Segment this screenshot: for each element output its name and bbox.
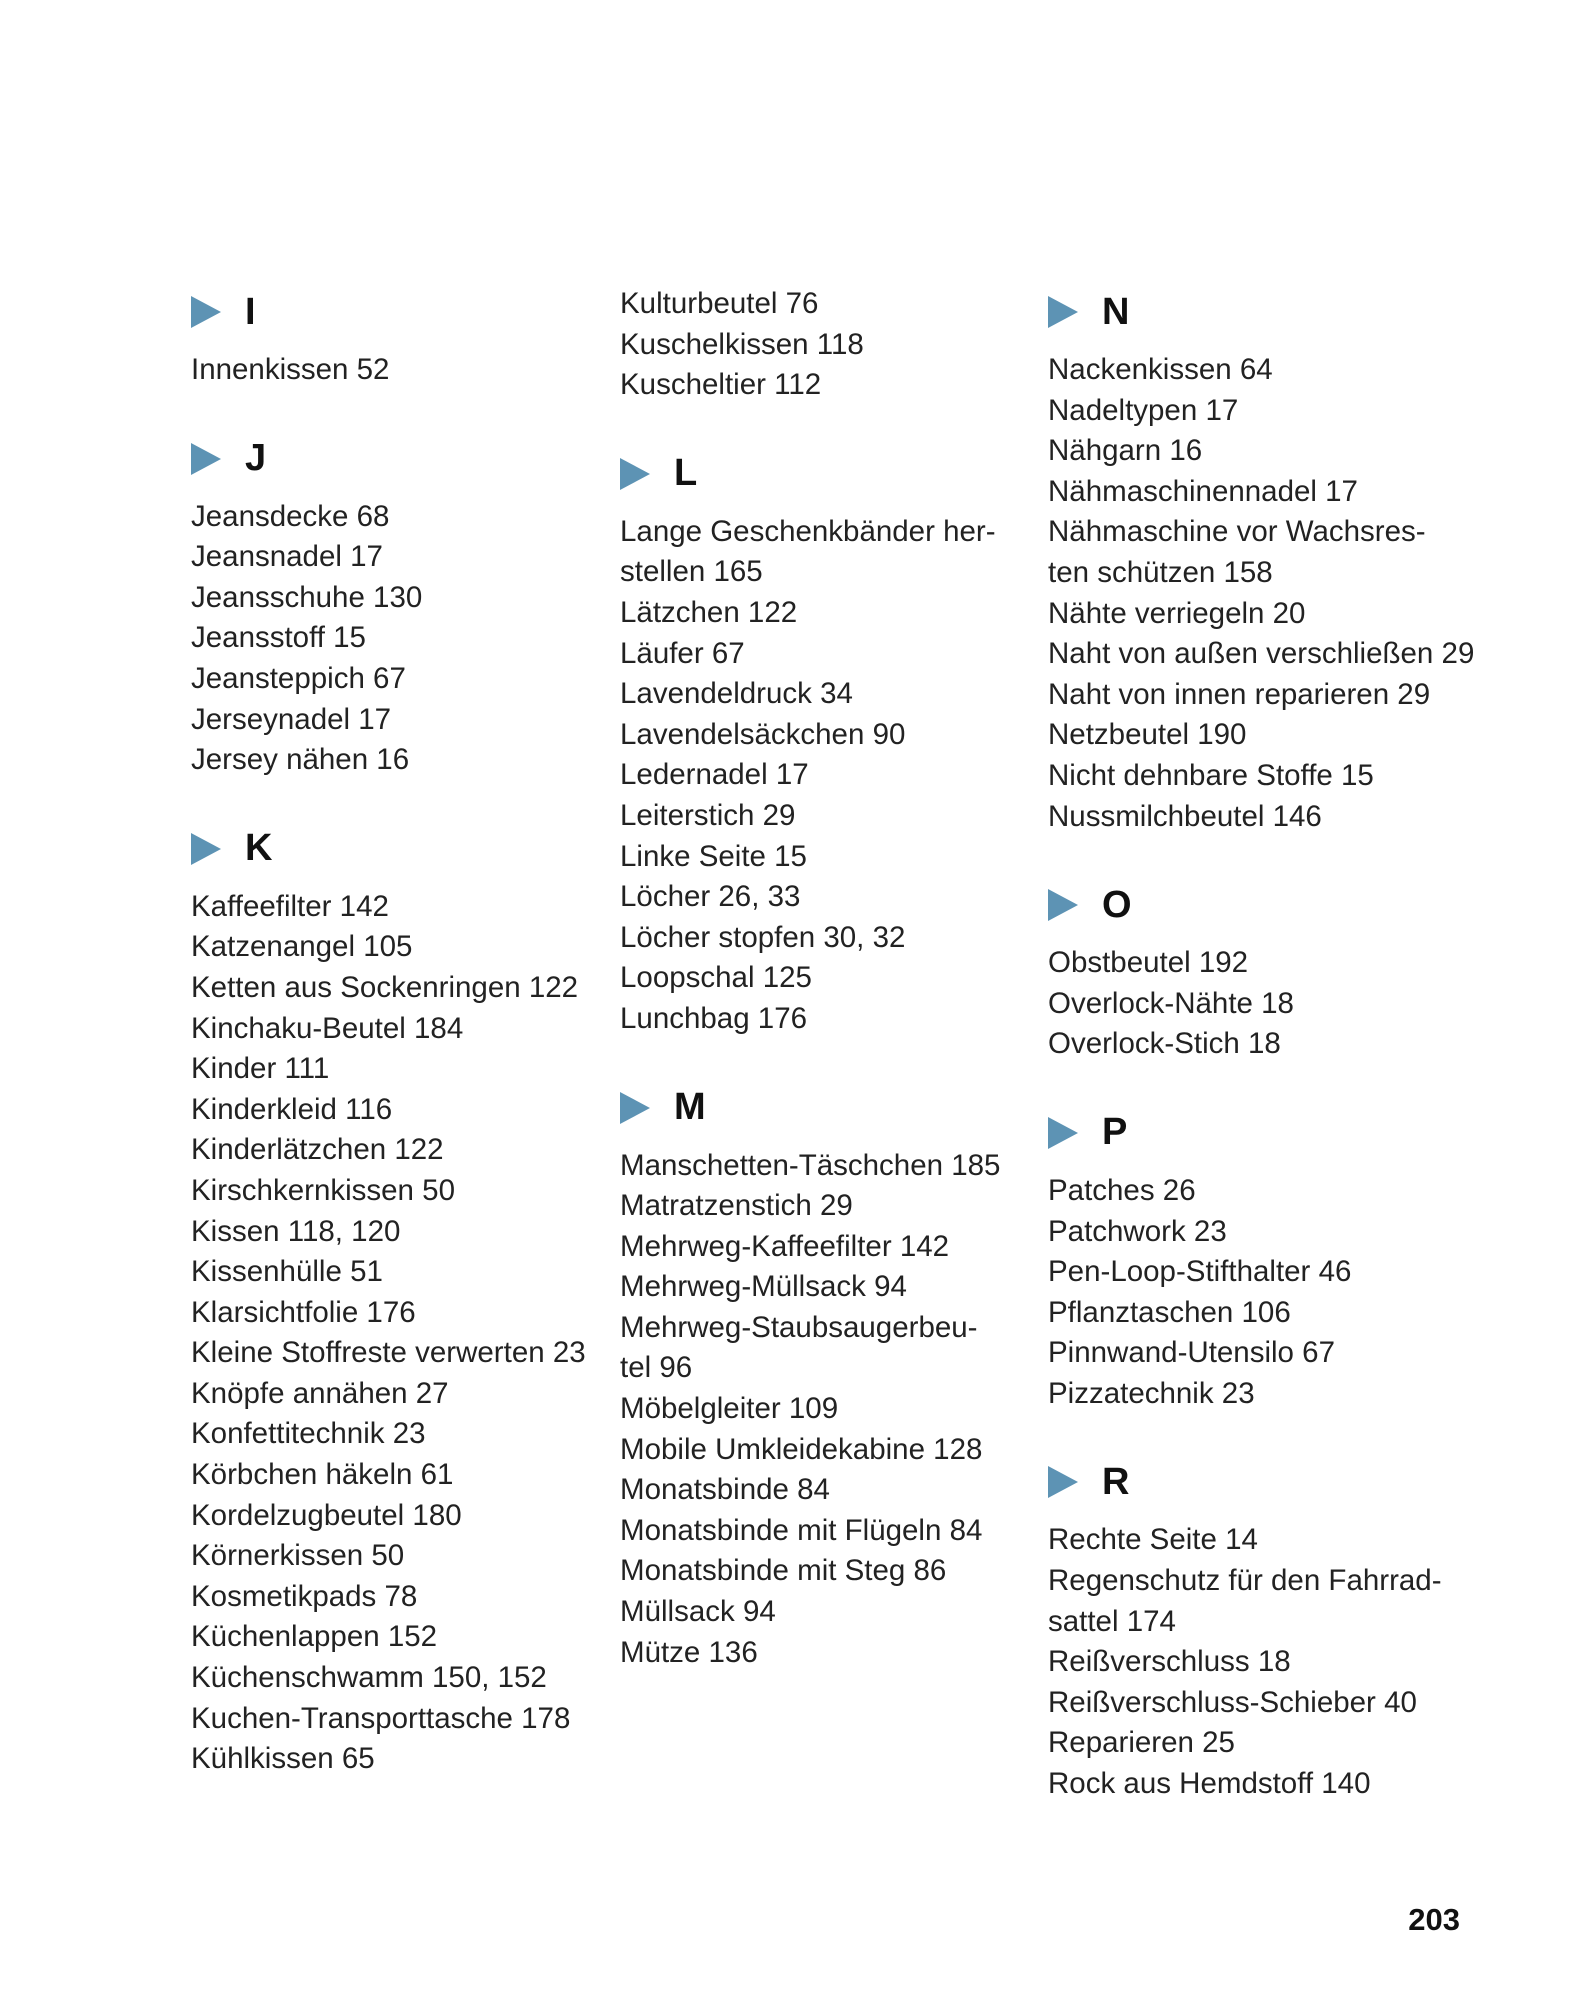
triangle-arrow-icon <box>191 833 221 865</box>
section-heading <box>1048 1105 1468 1161</box>
index-entry: Monatsbinde mit Flügeln 84 <box>620 1513 983 1547</box>
index-entry: Möbelgleiter 109 <box>620 1392 839 1426</box>
index-entry-list <box>1048 1520 1468 1804</box>
index-entry: Mehrweg-Müllsack 94 <box>620 1270 907 1304</box>
section-letter: M <box>674 1086 706 1128</box>
index-entry: Matratzenstich 29 <box>620 1189 853 1223</box>
index-entry: Lunchbag 176 <box>620 1001 808 1035</box>
triangle-arrow-icon <box>1048 296 1078 328</box>
index-entry: Nussmilchbeutel 146 <box>1048 799 1322 833</box>
section-letter: N <box>1102 290 1130 333</box>
index-entry: Pinnwand-Utensilo 67 <box>1048 1336 1335 1370</box>
index-entry: Innenkissen 52 <box>191 353 390 386</box>
section-letter: R <box>1102 1460 1130 1503</box>
index-entry: Loopschal 125 <box>620 961 812 995</box>
index-entry: Naht von außen verschließen 29 <box>1048 637 1475 671</box>
index-entry: Jeansdecke 68 <box>191 499 390 533</box>
index-column-3 <box>1048 284 1475 1845</box>
triangle-arrow-icon <box>1048 1117 1078 1149</box>
index-entry: Netzbeutel 190 <box>1048 718 1247 752</box>
index-entry: tel 96 <box>620 1351 693 1385</box>
triangle-arrow-icon <box>620 1092 650 1124</box>
index-section-p <box>1048 1105 1468 1415</box>
index-entry: Patches 26 <box>1048 1173 1196 1207</box>
index-entry: Küchenlappen 152 <box>191 1620 438 1654</box>
index-section-j <box>191 431 611 781</box>
index-entry: Kissen 118, 120 <box>191 1214 401 1248</box>
index-entry: Körnerkissen 50 <box>191 1539 405 1573</box>
index-entry: Kuscheltier 112 <box>620 368 822 402</box>
index-entry: Overlock-Nähte 18 <box>1048 986 1294 1020</box>
index-entry: stellen 165 <box>620 555 763 589</box>
index-entry: Overlock-Stich 18 <box>1048 1027 1281 1061</box>
index-entry: Monatsbinde 84 <box>620 1473 830 1507</box>
index-entry: Naht von innen reparieren 29 <box>1048 677 1431 711</box>
index-entry: Körbchen häkeln 61 <box>191 1458 454 1492</box>
index-entry: Löcher stopfen 30, 32 <box>620 920 906 954</box>
index-entry: Jersey nähen 16 <box>191 743 410 777</box>
index-entry: Kinder 111 <box>191 1052 330 1086</box>
index-entry: Kuchen-Transporttasche 178 <box>191 1701 571 1735</box>
index-column-1 <box>191 284 611 1820</box>
index-entry: Jerseynadel 17 <box>191 702 392 736</box>
index-section-l <box>620 446 1040 1040</box>
index-entry: Kinderkleid 116 <box>191 1092 393 1126</box>
index-entry-list <box>1048 1171 1468 1415</box>
index-entry: Kühlkissen 65 <box>191 1742 375 1776</box>
index-entry: Müllsack 94 <box>620 1595 776 1629</box>
index-entry: Lavendelsäckchen 90 <box>620 717 906 751</box>
index-entry: Nähmaschine vor Wachsres- <box>1048 515 1426 549</box>
index-entry-list <box>620 284 1040 406</box>
index-entry: Lange Geschenkbänder her- <box>620 514 996 548</box>
index-entry: Pflanztaschen 106 <box>1048 1295 1291 1329</box>
index-entry: Ketten aus Sockenringen 122 <box>191 970 579 1004</box>
index-entry: Kinderlätzchen 122 <box>191 1133 444 1167</box>
index-entry: Patchwork 23 <box>1048 1214 1227 1248</box>
index-entry: Kosmetikpads 78 <box>191 1579 418 1613</box>
index-entry: Jeansteppich 67 <box>191 661 406 695</box>
index-entry: Lätzchen 122 <box>620 595 798 629</box>
index-entry: Nicht dehnbare Stoffe 15 <box>1048 758 1374 792</box>
index-entry: Regenschutz für den Fahrrad- <box>1048 1564 1442 1598</box>
index-entry: Reißverschluss 18 <box>1048 1645 1291 1679</box>
triangle-arrow-icon <box>1048 1466 1078 1498</box>
index-entry: Nähte verriegeln 20 <box>1048 596 1306 630</box>
index-entry: Linke Seite 15 <box>620 839 807 873</box>
index-entry: Katzenangel 105 <box>191 930 413 964</box>
index-entry: Jeansschuhe 130 <box>191 580 423 614</box>
index-entry: Nackenkissen 64 <box>1048 353 1273 386</box>
index-entry: Mehrweg-Kaffeefilter 142 <box>620 1229 950 1263</box>
index-entry: Läufer 67 <box>620 636 745 670</box>
section-letter: K <box>245 827 273 870</box>
index-entry: Rock aus Hemdstoff 140 <box>1048 1767 1371 1801</box>
index-entry: Kordelzugbeutel 180 <box>191 1498 462 1532</box>
index-entry: Mütze 136 <box>620 1635 758 1669</box>
section-letter: J <box>245 437 267 480</box>
section-heading <box>1048 1454 1468 1510</box>
index-entry: Kaffeefilter 142 <box>191 889 389 923</box>
index-entry: Rechte Seite 14 <box>1048 1523 1258 1557</box>
section-heading <box>1048 877 1468 933</box>
index-entry: Reparieren 25 <box>1048 1726 1235 1760</box>
section-heading <box>191 821 611 877</box>
index-entry: Monatsbinde mit Steg 86 <box>620 1554 947 1588</box>
index-entry: Pizzatechnik 23 <box>1048 1376 1255 1410</box>
index-entry-list <box>620 1146 1040 1674</box>
index-entry: Ledernadel 17 <box>620 758 809 792</box>
index-entry-list <box>191 887 611 1780</box>
index-entry: ten schützen 158 <box>1048 555 1273 589</box>
index-entry: Kleine Stoffreste verwerten 23 <box>191 1336 586 1370</box>
index-entry: Nähmaschinennadel 17 <box>1048 474 1358 508</box>
index-section-i <box>191 284 611 391</box>
index-entry: Kirschkernkissen 50 <box>191 1173 455 1207</box>
index-section-k <box>191 821 611 1780</box>
triangle-arrow-icon <box>620 458 650 490</box>
index-entry: Mobile Umkleidekabine 128 <box>620 1432 983 1466</box>
section-heading <box>620 446 1040 502</box>
index-entry: Kulturbeutel 76 <box>620 287 819 320</box>
index-entry: Nähgarn 16 <box>1048 434 1203 468</box>
section-heading <box>191 284 611 340</box>
section-heading <box>1048 284 1468 340</box>
index-entry: Löcher 26, 33 <box>620 880 801 914</box>
index-entry: Konfettitechnik 23 <box>191 1417 426 1451</box>
section-heading <box>620 1080 1040 1136</box>
index-entry: Jeansstoff 15 <box>191 621 366 655</box>
triangle-arrow-icon <box>191 443 221 475</box>
index-entry: Kuschelkissen 118 <box>620 327 864 361</box>
triangle-arrow-icon <box>191 296 221 328</box>
section-letter: L <box>674 452 698 495</box>
section-heading <box>191 431 611 487</box>
index-entry: Klarsichtfolie 176 <box>191 1295 416 1329</box>
index-column-2 <box>620 284 1040 1713</box>
index-section-r <box>1048 1454 1468 1804</box>
index-entry-list <box>191 497 611 781</box>
index-entry: Pen-Loop-Stifthalter 46 <box>1048 1255 1352 1289</box>
index-entry: Leiterstich 29 <box>620 798 796 832</box>
index-entry: Küchenschwamm 150, 152 <box>191 1661 547 1695</box>
section-letter: O <box>1102 883 1132 926</box>
index-entry-list <box>1048 350 1475 837</box>
triangle-arrow-icon <box>1048 889 1078 921</box>
index-section-m <box>620 1080 1040 1674</box>
index-entry: Jeansnadel 17 <box>191 540 383 574</box>
index-entry: Nadeltypen 17 <box>1048 393 1239 427</box>
index-entry: Mehrweg-Staubsaugerbeu- <box>620 1310 978 1344</box>
section-letter: I <box>245 290 256 333</box>
index-entry: sattel 174 <box>1048 1604 1176 1638</box>
index-entry: Kissenhülle 51 <box>191 1255 383 1289</box>
index-entry: Kinchaku-Beutel 184 <box>191 1011 464 1045</box>
index-section-continued <box>620 284 1040 406</box>
section-letter: P <box>1102 1111 1128 1154</box>
index-section-o <box>1048 877 1468 1065</box>
index-entry: Lavendeldruck 34 <box>620 677 853 711</box>
index-entry: Knöpfe annähen 27 <box>191 1376 449 1410</box>
index-entry-list <box>620 512 1040 1040</box>
index-entry: Obstbeutel 192 <box>1048 946 1249 980</box>
index-section-n <box>1048 284 1475 837</box>
index-entry: Reißverschluss-Schieber 40 <box>1048 1685 1417 1719</box>
index-entry-list <box>1048 943 1468 1065</box>
page-number: 203 <box>1408 1902 1460 1937</box>
index-entry-list <box>191 350 611 391</box>
index-entry: Manschetten-Täschchen 185 <box>620 1148 1001 1182</box>
